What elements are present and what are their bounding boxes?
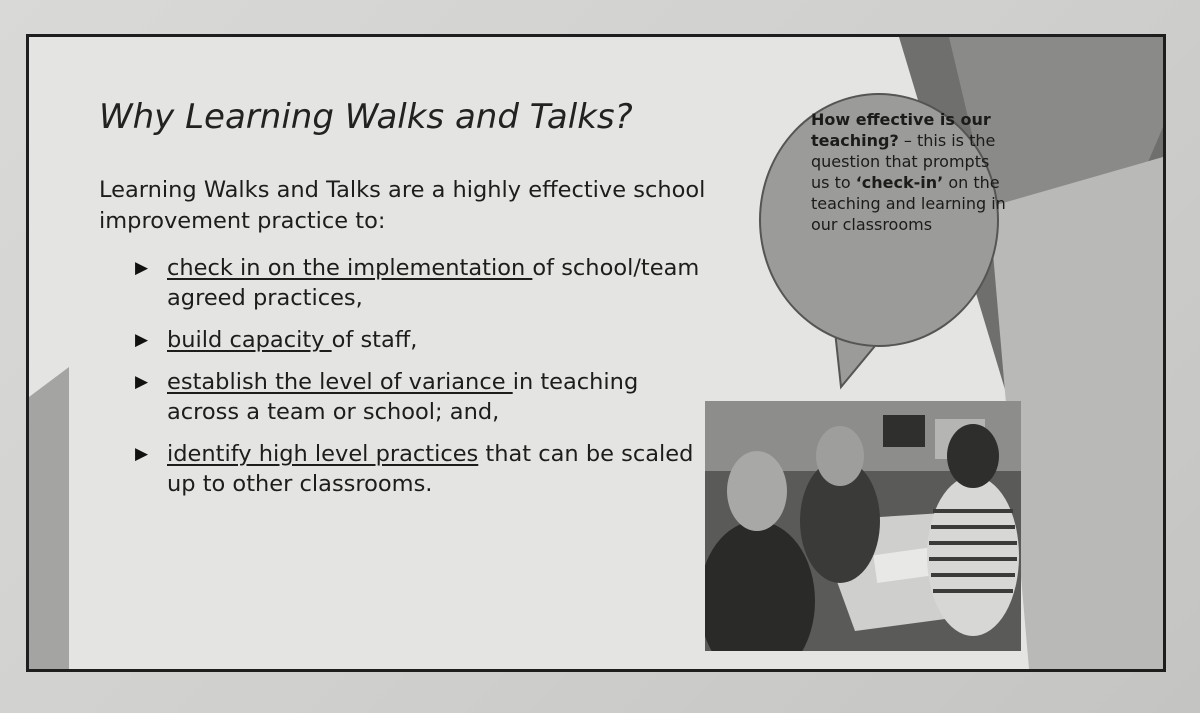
classroom-photo [705, 401, 1021, 651]
bullet-key-phrase: establish the level of variance [167, 369, 513, 395]
callout-text-end: on the teaching and learning in our classrooms [811, 173, 1006, 234]
bullet-text: of staff, [331, 327, 418, 353]
slide [26, 34, 1166, 672]
callout-text: – this is the question that prompts us to [811, 131, 996, 192]
bullet-key-phrase: check in on the implementation [167, 255, 533, 281]
bullet-text: that can be scaled up to other classrooms. [167, 441, 694, 497]
slide-title: Why Learning Walks and Talks? [99, 97, 633, 137]
callout-question: How effective is our teaching? [811, 110, 991, 150]
bullet-text: in teaching across a team or school; and, [167, 369, 639, 425]
bullet-key-phrase: identify high level practices [167, 441, 479, 467]
bullet-text: of school/team agreed practices, [167, 255, 700, 311]
triangle-bullet-icon: ▶ [135, 444, 149, 464]
speech-bubble-text [811, 109, 1007, 235]
triangle-bullet-icon: ▶ [135, 372, 149, 392]
callout-emphasis: ‘check-in’ [855, 173, 944, 192]
intro-text: Learning Walks and Talks are a highly effective school improvement practice to: [99, 177, 706, 234]
triangle-bullet-icon: ▶ [135, 330, 149, 350]
classroom-photo-icon [705, 401, 1021, 651]
triangle-bullet-icon: ▶ [135, 258, 149, 278]
bullet-key-phrase: build capacity [167, 327, 332, 353]
